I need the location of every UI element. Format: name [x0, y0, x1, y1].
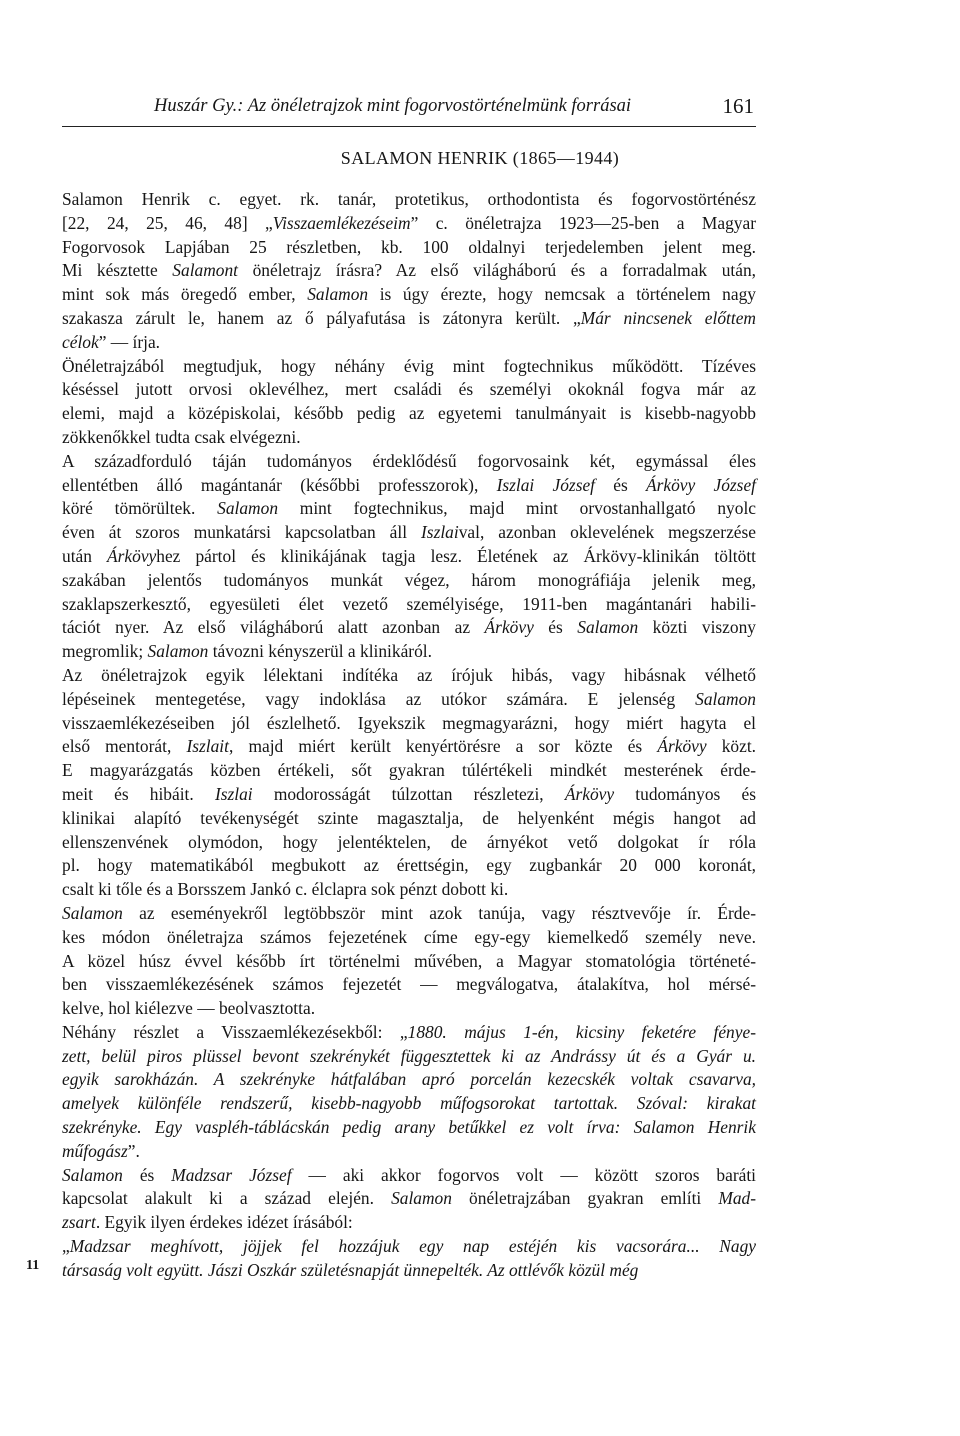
text-line: [62, 474, 756, 498]
text-line: [62, 1140, 756, 1164]
text-line: [62, 735, 756, 759]
text-line: [62, 640, 756, 664]
text-run: modorosságát túlzottan részletezi,: [252, 783, 565, 804]
text-run: hez pártol és klinikájának tagja lesz. Életének az Árkövy-klinikán töltött: [156, 545, 756, 566]
text-run: mint sok más öregedő ember,: [62, 284, 308, 305]
running-header: [62, 92, 756, 127]
text-run: is úgy érezte, hogy nemcsak a történelem nagy: [368, 284, 756, 305]
italic-text: társaság volt együtt. Jászi Oszkár születésnapját ünnepelték. Az ottlévők közül még: [62, 1259, 639, 1280]
italic-text: Iszlai: [214, 783, 253, 804]
paragraph: [62, 1164, 756, 1235]
text-run: E magyarázgatás közben értékeli, sőt gyakran túlértékeli mindkét mesterének érde-: [62, 760, 756, 781]
text-line: [62, 759, 756, 783]
text-run: val, azonban oklevelének megszerzése: [458, 522, 756, 543]
italic-text: Árkövy József: [646, 474, 756, 495]
text-run: és: [533, 617, 578, 638]
text-line: [62, 402, 756, 426]
italic-text: műfogász: [62, 1140, 128, 1161]
text-run: közt.: [706, 736, 757, 757]
italic-text: egyik sarokházán. A szekrényke hátfalában apró porcelán kezecskék voltak csavarva,: [62, 1069, 756, 1090]
text-run: klinikai alapító tevékenységét szinte magasztalja, de helyenként mégis hangot ad: [62, 807, 756, 828]
italic-text: Mad-: [718, 1188, 757, 1209]
text-line: [62, 1116, 756, 1140]
text-line: [62, 521, 756, 545]
text-run: , majd miért került kenyértörésre a sor közte és: [228, 736, 658, 757]
text-line: [62, 973, 756, 997]
text-line: [62, 1021, 756, 1045]
text-run: köré tömörültek.: [62, 498, 218, 519]
text-line: [62, 807, 756, 831]
italic-text: Iszlai: [421, 522, 459, 543]
italic-text: Salamon: [577, 617, 639, 638]
text-line: [62, 664, 756, 688]
italic-text: szekrényke. Egy vaspléh-táblácskán pedig arany betűkkel ez volt írva: Salamon Henrik: [62, 1117, 756, 1138]
text-run: és: [595, 474, 646, 495]
page-number: 161: [722, 94, 754, 118]
italic-text: zsart: [62, 1212, 96, 1233]
text-run: ben visszaemlékezésének számos fejezetét — megválogatva, átalakítva, hol mérsé-: [62, 974, 756, 995]
text-line: [62, 902, 756, 926]
text-line: [62, 1092, 756, 1116]
text-run: A közel húsz évvel később írt történelmi művében, a Magyar stomatológia történeté-: [62, 950, 756, 971]
paragraph: [62, 1021, 756, 1164]
italic-text: Salamon: [62, 1164, 123, 1185]
text-line: [62, 1187, 756, 1211]
text-run: és: [122, 1164, 172, 1185]
text-run: ellenszenvének olymódon, hogy jelentéktelen, de árnyékot vető dolgokat ír róla: [62, 831, 756, 852]
text-run: lépéseinek mentegetése, vagy indoklása az utókor számára. E jelenség: [62, 688, 696, 709]
text-run: ” c. önéletrajza 1923—25-ben a Magyar: [410, 212, 756, 233]
text-run: szakában jelentős tudományos munkát végez, három monográfiája jelenik meg,: [62, 569, 756, 590]
text-line: [62, 545, 756, 569]
text-run: önéletrajz írásra? Az első világháború és a forradalmak után,: [238, 260, 756, 281]
italic-text: Salamon: [695, 688, 756, 709]
text-run: A századforduló táján tudományos érdeklődésű fogorvosaink két, egymással éles: [62, 450, 756, 471]
text-run: az eseményekről legtöbbször mint azok tanúja, vagy résztvevője ír. Érde-: [122, 902, 756, 923]
text-run: távozni kényszerül a klinikáról.: [208, 641, 432, 662]
italic-text: 1880. május 1-én, kicsiny feketére fénye-: [407, 1021, 756, 1042]
text-run: [22, 24, 25, 46, 48] „: [62, 212, 273, 233]
text-line: [62, 1259, 756, 1283]
text-run: Az önéletrajzok egyik lélektani indítéka az írójuk hibás, vagy hibásnak vélhető: [62, 664, 756, 685]
paragraph: [62, 188, 756, 355]
text-run: késéssel jutott orvosi oklevélhez, mert családi és személyi okoknál fogva már az: [62, 379, 756, 400]
text-run: éven át szoros munkatársi kapcsolatban áll: [62, 522, 422, 543]
paragraph: [62, 664, 756, 902]
text-line: [62, 831, 756, 855]
italic-text: Iszlai József: [496, 474, 596, 495]
text-run: szakasza zárult le, hanem az ő pályafutása is zátonyra került. „: [62, 307, 581, 328]
text-run: kapcsolat alakult ki a század elején.: [62, 1188, 392, 1209]
italic-text: Salamont: [172, 260, 238, 281]
text-run: közti viszony: [638, 617, 756, 638]
text-line: [62, 283, 756, 307]
text-line: [62, 259, 756, 283]
italic-text: Árkövy: [564, 783, 615, 804]
text-line: [62, 1045, 756, 1069]
section-title: SALAMON HENRIK (1865—1944): [340, 148, 620, 168]
text-line: [62, 426, 756, 450]
text-run: után: [62, 545, 108, 566]
text-run: — aki akkor fogorvos volt — között szoros baráti: [291, 1164, 757, 1185]
text-line: [62, 950, 756, 974]
text-run: mint fogtechnikus, majd mint orvostanhallgató nyolc: [278, 498, 756, 519]
text-line: [62, 497, 756, 521]
italic-text: Madzsar József: [171, 1164, 292, 1185]
text-run: tációt nyer. Az első világháború alatt azonban az: [62, 617, 485, 638]
text-run: ellentétben álló magántanár (későbbi professzorok),: [62, 474, 497, 495]
italic-text: Salamon: [391, 1188, 452, 1209]
text-run: Salamon Henrik c. egyet. rk. tanár, protetikus, orthodontista és fogorvostörténész: [62, 189, 756, 209]
text-line: [62, 997, 756, 1021]
italic-text: Salamon: [217, 498, 279, 519]
text-run: csalt ki tőle és a Borsszem Jankó c. élclapra sok pénzt dobott ki.: [62, 879, 509, 900]
text-line: [62, 569, 756, 593]
text-run: tudományos és: [614, 783, 756, 804]
running-head-title: Huszár Gy.: Az önéletrajzok mint fogorvostörténelmünk forrásai: [154, 96, 632, 116]
italic-text: célok: [62, 331, 99, 352]
text-line: [62, 712, 756, 736]
text-line: [62, 926, 756, 950]
printer-signature-mark: 11: [26, 1258, 40, 1273]
text-line: [62, 212, 756, 236]
text-run: Fogorvosok Lapjában 25 részletben, kb. 100 oldalnyi terjedelemben jelent meg.: [62, 236, 756, 257]
italic-text: zett, belül piros plüssel bevont szekrénykét függesztettek ki az Andrássy út és a Gyár u.: [62, 1045, 756, 1066]
italic-text: Visszaemlékezéseim: [272, 212, 411, 233]
text-line: [62, 1164, 756, 1188]
paragraph: [62, 450, 756, 664]
paragraph: [62, 902, 756, 1021]
text-line: [62, 878, 756, 902]
text-run: megromlik;: [62, 641, 148, 662]
text-run: „: [62, 1236, 70, 1257]
text-line: [62, 450, 756, 474]
text-run: visszaemlékezéseiben jól észlelhető. Igyekszik megmagyarázni, hogy miért hagyta el: [62, 712, 756, 733]
text-run: első mentorát,: [62, 736, 187, 757]
text-run: meit és hibáit.: [62, 783, 215, 804]
text-line: [62, 854, 756, 878]
text-line: [62, 355, 756, 379]
text-run: kelve, hol kiélezve — beolvasztotta.: [62, 998, 316, 1019]
italic-text: Árkövy: [484, 617, 534, 638]
text-line: [62, 307, 756, 331]
text-run: Néhány részlet a Visszaemlékezésekből: „: [62, 1021, 408, 1042]
text-line: [62, 688, 756, 712]
italic-text: Salamon: [62, 902, 123, 923]
text-run: ” — írja.: [98, 331, 161, 352]
text-run: elemi, majd a középiskolai, később pedig az egyetemi tanulmányait is kisebb-nagyobb: [62, 403, 756, 424]
paragraph: [62, 355, 756, 450]
text-run: pl. hogy matematikából megbukott az érettségin, egy zugbankár 20 000 koronát,: [62, 855, 756, 876]
text-line: [62, 331, 756, 355]
text-run: Önéletrajzából megtudjuk, hogy néhány évig mint fogtechnikus működött. Tízéves: [62, 355, 756, 376]
text-run: kes módon önéletrajza számos fejezetének címe egy-egy kiemelkedő személy neve.: [62, 926, 756, 947]
text-line: [62, 378, 756, 402]
text-run: zökkenőkkel tudta csak elvégezni.: [62, 426, 301, 447]
italic-text: Madzsar meghívott, jöjjek fel hozzájuk egy nap estéjén kis vacsorára... Nagy: [69, 1236, 756, 1257]
italic-text: Árkövy: [107, 545, 157, 566]
text-line: [62, 1235, 756, 1259]
text-line: [62, 616, 756, 640]
body-text: [62, 188, 756, 1283]
text-run: szaklapszerkesztő, egyesületi élet vezető személyisége, 1911-ben magántanári habili-: [62, 593, 756, 614]
text-run: Mi késztette: [62, 260, 173, 281]
italic-text: Salamon: [147, 641, 209, 662]
text-line: [62, 1211, 756, 1235]
text-line: [62, 236, 756, 260]
italic-text: Salamon: [307, 284, 369, 305]
text-line: [62, 1068, 756, 1092]
text-run: önéletrajzában gyakran említi: [451, 1188, 719, 1209]
text-line: [62, 188, 756, 212]
italic-text: amelyek különféle rendszerű, kisebb-nagyobb műfogsorokat tartottak. Szóval: kirakat: [62, 1093, 756, 1114]
text-run: . Egyik ilyen érdekes idézet írásából:: [95, 1212, 353, 1233]
italic-text: Árkövy: [657, 736, 707, 757]
italic-text: Már nincsenek előttem: [580, 307, 756, 328]
text-line: [62, 593, 756, 617]
paragraph: [62, 1235, 756, 1283]
text-line: [62, 783, 756, 807]
italic-text: Iszlait: [186, 736, 229, 757]
text-run: ”.: [127, 1140, 140, 1161]
